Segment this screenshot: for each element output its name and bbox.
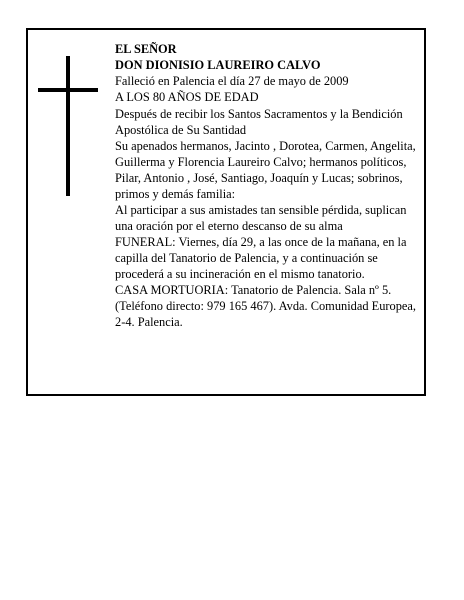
- age-line: A LOS 80 AÑOS DE EDAD: [115, 90, 259, 104]
- funeral-paragraph: FUNERAL: Viernes, día 29, a las once de la mañana, en la capilla del Tanatorio de Palencia, y a continuación se procederá a su incineración en el mismo tanatorio.: [115, 235, 407, 281]
- mortuary-paragraph: CASA MORTUORIA: Tanatorio de Palencia. Sala nº 5. (Teléfono directo: 979 165 467). Avda. Comunidad Europea, 2-4. Palencia.: [115, 283, 417, 329]
- obituary-notice: [26, 28, 426, 396]
- deceased-name: DON DIONISIO LAUREIRO CALVO: [115, 58, 321, 72]
- death-info: Falleció en Palencia el día 27 de mayo de 2009: [115, 74, 349, 88]
- obituary-text: [115, 41, 425, 330]
- cross-icon: [66, 56, 70, 196]
- family-paragraph: Su apenados hermanos, Jacinto , Dorotea, Carmen, Angelita, Guillerma y Florencia Laureiro Calvo; hermanos políticos, Pilar, Antonio , José, Santiago, Joaquín y Lucas; sobrinos, primos y demás familia:: [115, 139, 416, 201]
- sacraments-paragraph: Después de recibir los Santos Sacramentos y la Bendición Apostólica de Su Santidad: [115, 107, 403, 137]
- title-line-1: EL SEÑOR: [115, 42, 177, 56]
- cross-icon-bar: [38, 88, 98, 92]
- request-paragraph: Al participar a sus amistades tan sensible pérdida, suplican una oración por el eterno descanso de su alma: [115, 203, 407, 233]
